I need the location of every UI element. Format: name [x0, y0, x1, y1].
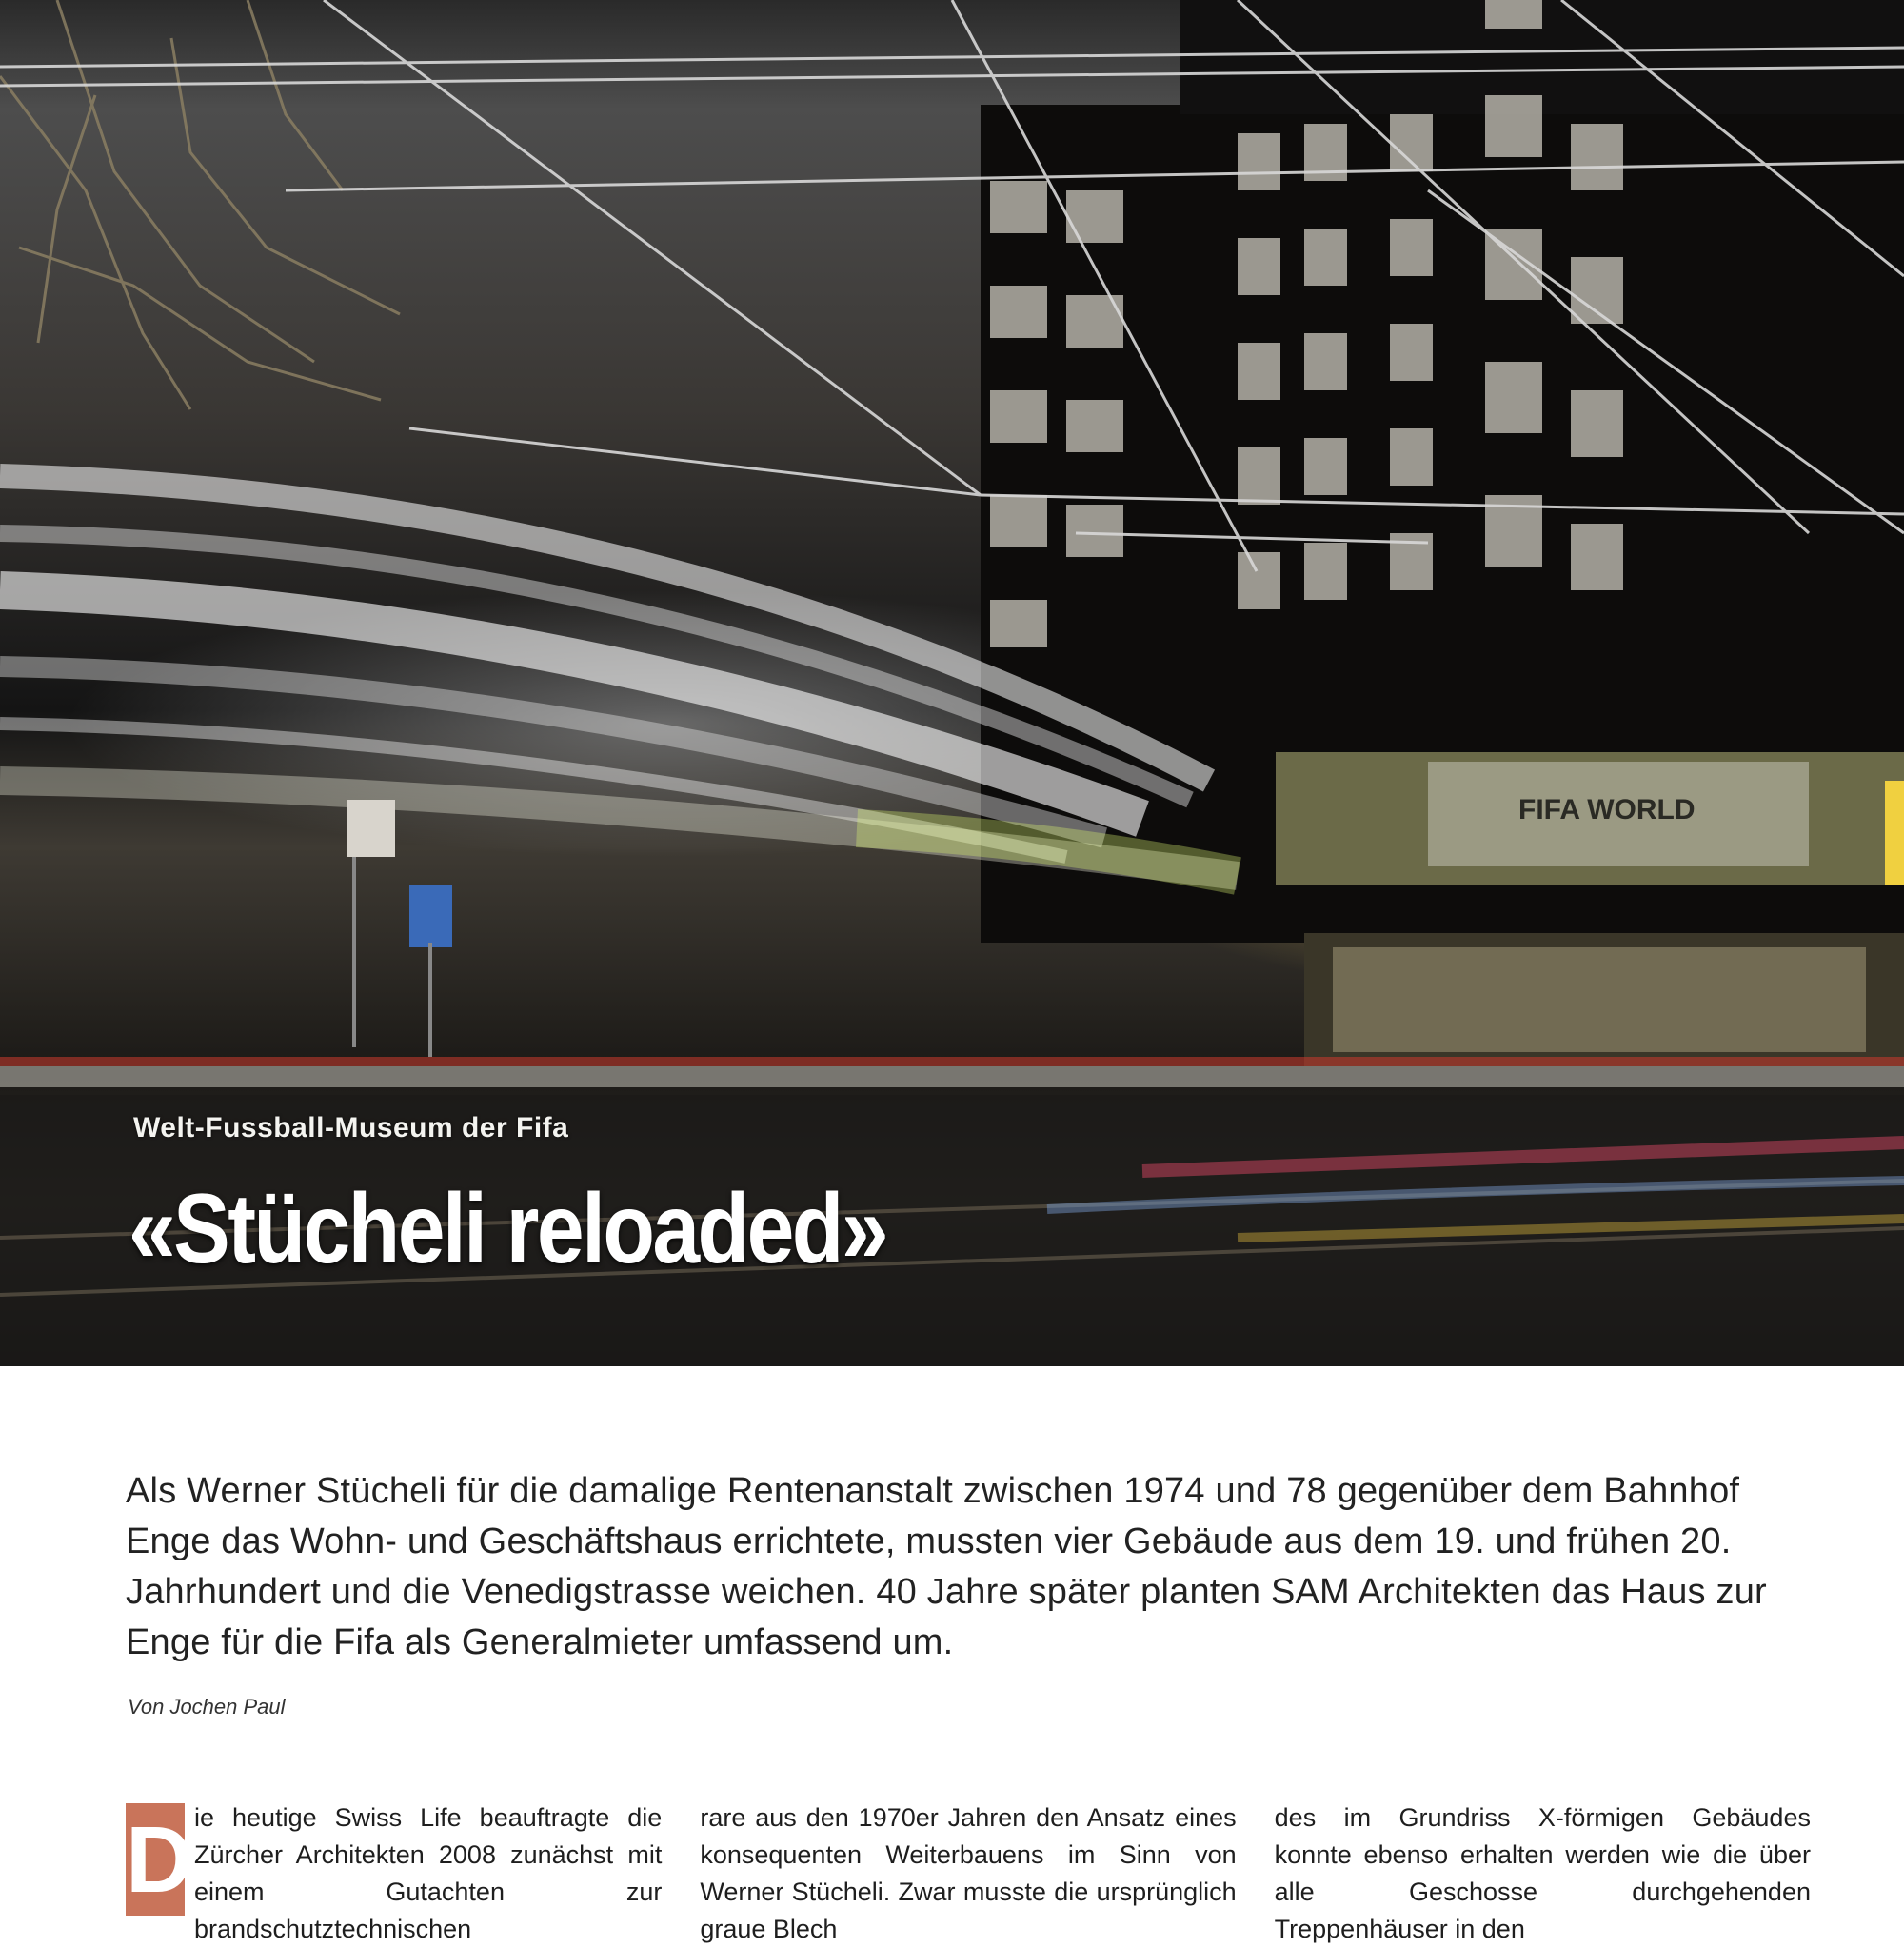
body-column-1-text: ie heutige Swiss Life beauftragte die Zürcher Architekten 2008 zunächst mit einem Gutachten zur brandschutztechnischen	[194, 1803, 663, 1943]
body-column-3-text: des im Grundriss X-förmigen Gebäudes konnte ebenso erhalten werden wie die über alle Geschosse durchgehenden Treppenhäuser in den	[1274, 1803, 1811, 1943]
article-headline: «Stücheli reloaded»	[129, 1174, 886, 1284]
body-column-2-text: rare aus den 1970er Jahren den Ansatz eines konsequenten Weiterbauens im Sinn von Werner Stücheli. Zwar musste die ursprünglich graue Blech	[700, 1803, 1237, 1943]
bare-tree	[0, 0, 400, 409]
article-kicker: Welt-Fussball-Museum der Fifa	[133, 1112, 569, 1143]
article-byline: Von Jochen Paul	[128, 1695, 286, 1719]
street-sign	[347, 800, 395, 857]
body-column-3	[1274, 1799, 1811, 1943]
drop-cap: D	[126, 1803, 185, 1916]
fifa-signage: FIFA WORLD	[1518, 794, 1696, 825]
article-lead: Als Werner Stücheli für die damalige Rentenanstalt zwischen 1974 und 78 gegenüber dem Bahnhof Enge das Wohn- und Geschäftshaus errichtete, mussten vier Gebäude aus dem 19. und frühen 20. Jahrhundert und die Venedigstrasse weichen. 40 Jahre später planten SAM Architekten das Haus zur Enge für die Fifa als Generalmieter umfassend um.	[126, 1471, 1767, 1662]
body-column-2	[700, 1799, 1237, 1943]
article-body	[126, 1799, 1811, 1943]
crosswalk-sign	[409, 885, 452, 947]
body-column-1	[126, 1799, 663, 1943]
